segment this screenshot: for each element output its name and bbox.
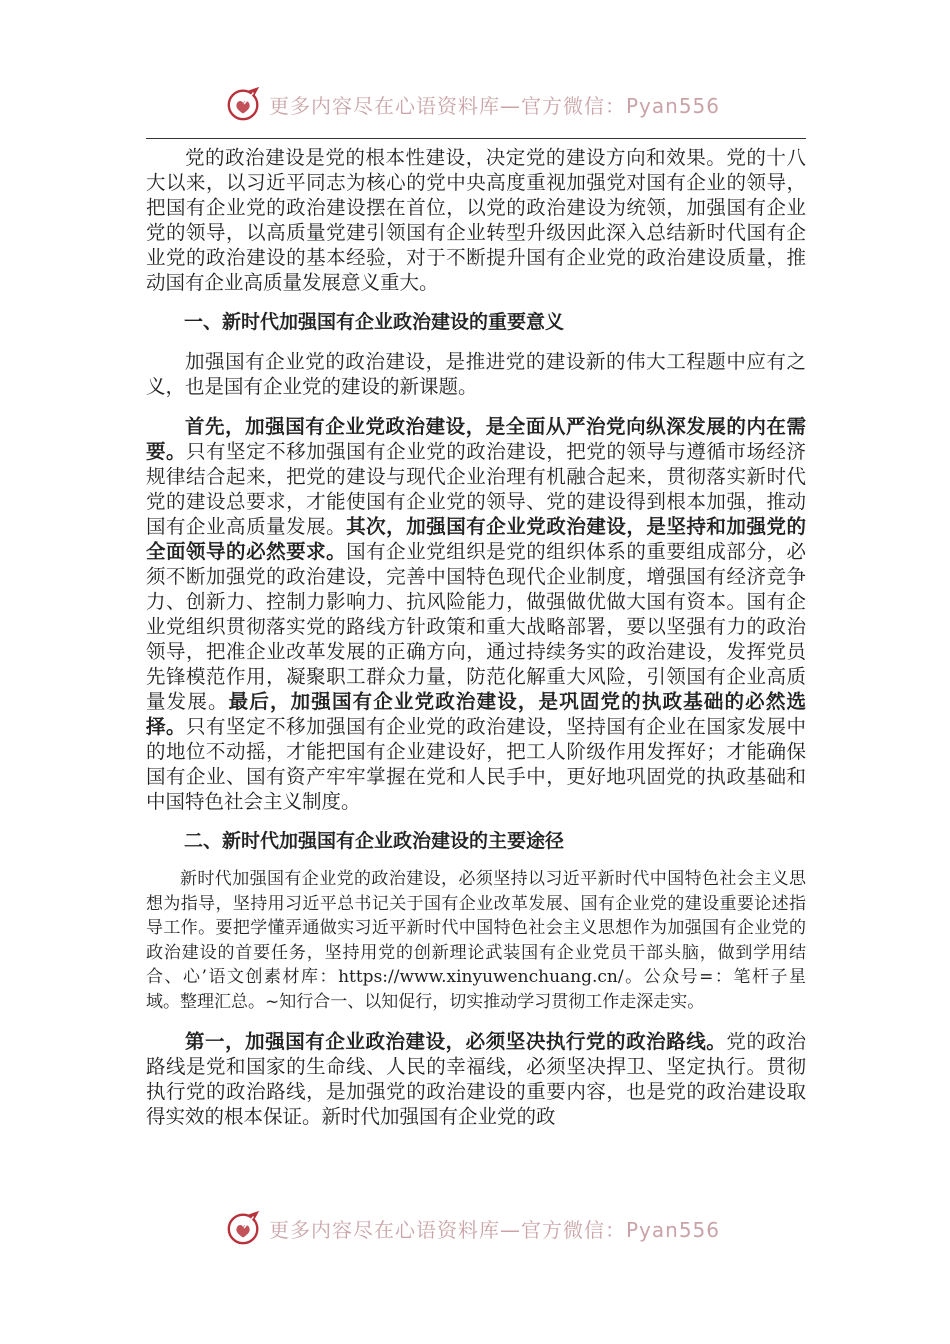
point-last-bold: 最后，加强国有企业党政治建设，是巩固党的执政基础的必然选择。 [146,690,806,738]
footer-banner-text: 更多内容尽在心语资料库—官方微信：Pyan556 [269,1217,721,1242]
document-body [146,145,806,1129]
paragraph-significance-points [146,414,806,814]
footer-banner [225,1208,720,1248]
paragraph-approach-intro: 新时代加强国有企业党的政治建设，必须坚持以习近平新时代中国特色社会主义思想为指导，坚持用习近平总书记关于国有企业改革发展、国有企业党的建设重要论述指导工作。要把学懂弄通做实习近平新时代中国特色社会主义思想作为加强国有企业党的政治建设的首要任务，坚持用党的创新理论武装国有企业党员干部头脑，做到学用结合、心’语文创素材库：https://www.xinyuwenchuang.cn/。公众号=：笔杆子星域。整理汇总。~知行合一、以知促行，切实推动学习贯彻工作走深走实。 [146,869,806,1012]
paragraph-significance-intro: 加强国有企业党的政治建设，是推进党的建设新的伟大工程题中应有之义，也是国有企业党的建设的新课题。 [146,350,806,398]
banner-text: 更多内容尽在心语资料库—官方微信：Pyan556 [269,93,721,118]
intro-paragraph: 党的政治建设是党的根本性建设，决定党的建设方向和效果。党的十八大以来，以习近平同志为核心的党中央高度重视加强党对国有企业的领导，把国有企业党的政治建设摆在首位，以党的政治建设为统领，加强国有企业党的领导，以高质量党建引领国有企业转型升级因此深入总结新时代国有企业党的政治建设的基本经验，对于不断提升国有企业党的政治建设质量，推动国有企业高质量发展意义重大。 [146,146,806,294]
point-second-bold: 其次，加强国有企业党政治建设，是坚持和加强党的全面领导的必然要求。 [146,515,806,563]
approach-first-text: 党的政治路线是党和国家的生命线、人民的幸福线，必须坚决捍卫、坚定执行。贯彻执行党的政治路线，是加强党的政治建设的重要内容，也是党的政治建设取得实效的根本保证。新时代加强国有企业党的政 [146,1030,806,1128]
pen-heart-logo-icon [225,85,263,123]
approach-first-bold: 第一，加强国有企业政治建设，必须坚决执行党的政治路线。 [185,1030,727,1053]
header-rule [146,138,806,139]
point-first-text: 只有坚定不移加强国有企业党的政治建设，把党的领导与遵循市场经济规律结合起来，把党的建设与现代企业治理有机融合起来，贯彻落实新时代党的建设总要求，才能使国有企业党的领导、党的建设得到根本加强，推动国有企业高质量发展。 [146,440,806,538]
section-heading-1: 一、新时代加强国有企业政治建设的重要意义 [184,311,565,333]
pen-heart-logo-icon [225,1209,263,1247]
paragraph-political-line [146,1029,806,1129]
point-first-bold: 首先，加强国有企业党政治建设，是全面从严治党向纵深发展的内在需要。 [146,415,806,463]
section-heading-2: 二、新时代加强国有企业政治建设的主要途径 [184,830,565,852]
header-banner [225,84,720,124]
point-last-text: 只有坚定不移加强国有企业党的政治建设，坚持国有企业在国家发展中的地位不动摇，才能把国有企业建设好，把工人阶级作用发挥好；才能确保国有企业、国有资产牢牢掌握在党和人民手中，更好地巩固党的执政基础和中国特色社会主义制度。 [146,715,806,813]
point-second-text: 国有企业党组织是党的组织体系的重要组成部分，必须不断加强党的政治建设，完善中国特色现代企业制度，增强国有经济竞争力、创新力、控制力影响力、抗风险能力，做强做优做大国有资本。国有企业党组织贯彻落实党的路线方针政策和重大战略部署，要以坚强有力的政治领导，把准企业改革发展的正确方向，通过持续务实的政治建设，发挥党员先锋模范作用，凝聚职工群众力量，防范化解重大风险，引领国有企业高质量发展。 [146,540,806,713]
